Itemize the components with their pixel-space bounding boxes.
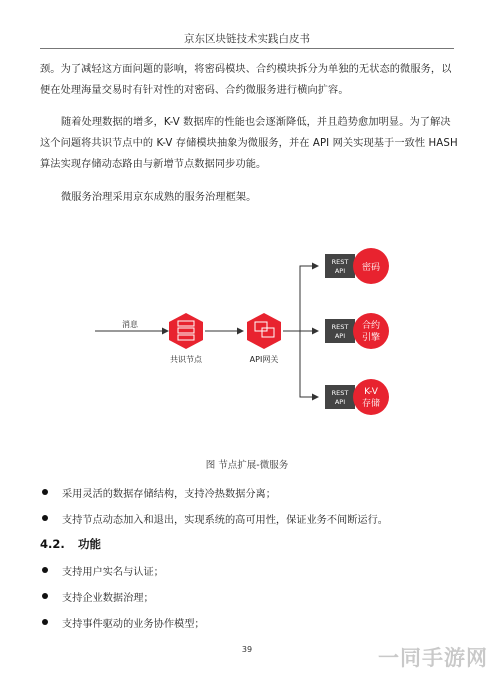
page-number: 39 <box>241 645 253 654</box>
microservice-diagram <box>0 240 494 440</box>
list-item <box>62 511 388 526</box>
list-item <box>62 589 154 604</box>
paragraph-1 <box>40 59 454 101</box>
paragraph-2-line: 这个问题将共识节点中的 K-V 存储模块抽象为微服务，并在 API 网关实现基于一致性 HASH <box>40 138 458 149</box>
rest-api-label: REST <box>331 389 349 397</box>
contract-engine-label: 合约 <box>361 321 381 331</box>
crypto-service-label: 密码 <box>361 263 381 273</box>
contract-engine-label: 引擎 <box>361 333 381 343</box>
paragraph-1-line: 颈。为了减轻这方面问题的影响，将密码模块、合约模块拆分为单独的无状态的微服务，以 <box>40 64 452 75</box>
paragraph-2-line: 算法实现存储动态路由与新增节点数据同步功能。 <box>40 159 267 170</box>
consensus-node <box>169 313 203 364</box>
rest-api-label: REST <box>331 323 349 331</box>
contract-engine-circle <box>353 313 389 349</box>
list-item-text: 支持用户实名与认证； <box>62 567 164 578</box>
paragraph-2-line: 随着处理数据的增多，K-V 数据库的性能也会逐渐降低，并且趋势愈加明显。为了解决 <box>61 117 451 128</box>
header-divider <box>40 48 454 49</box>
kv-storage-label: K-V <box>364 387 378 397</box>
list-item-text: 支持企业数据治理； <box>62 593 154 604</box>
figure-caption: 图 节点扩展-微服务 <box>205 460 289 471</box>
bullet-dot <box>42 593 48 599</box>
rest-api-label: API <box>334 267 346 275</box>
list-item <box>62 563 164 578</box>
section-number: 4.2. <box>40 537 65 551</box>
list-item-text: 支持节点动态加入和退出，实现系统的高可用性，保证业务不间断运行。 <box>62 515 388 526</box>
paragraph-3 <box>40 187 454 208</box>
kv-storage-label: 存储 <box>361 399 381 409</box>
bullet-dot <box>42 567 48 573</box>
gateway-to-crypto-arrow <box>283 266 318 331</box>
contract-engine-service <box>325 313 389 349</box>
rest-api-label: REST <box>331 258 349 266</box>
paragraph-1-line: 便在处理海量交易时有针对性的对密码、合约微服务进行横向扩容。 <box>40 85 349 96</box>
list-item-text: 采用灵活的数据存储结构，支持冷热数据分离； <box>62 489 276 500</box>
api-gateway-label: API网关 <box>249 355 279 364</box>
crypto-service <box>325 248 389 284</box>
header-title: 京东区块链技术实践白皮书 <box>184 33 310 45</box>
kv-storage-service <box>325 379 389 415</box>
section-heading <box>40 536 101 552</box>
paragraph-3-line: 微服务治理采用京东成熟的服务治理框架。 <box>61 192 257 203</box>
rest-api-label: API <box>334 398 346 406</box>
paragraph-2 <box>40 112 458 175</box>
rest-api-label: API <box>334 332 346 340</box>
watermark: 一同手游网 <box>378 646 488 670</box>
consensus-node-hexagon <box>169 313 203 349</box>
list-item <box>62 485 276 500</box>
list-item <box>62 615 205 630</box>
message-label: 消息 <box>122 320 138 329</box>
kv-storage-circle <box>353 379 389 415</box>
api-gateway <box>247 313 281 364</box>
consensus-node-label: 共识节点 <box>170 355 202 364</box>
gateway-to-kv-arrow <box>283 331 318 397</box>
section-title: 功能 <box>78 537 102 551</box>
bullet-dot <box>42 489 48 495</box>
bullet-dot <box>42 619 48 625</box>
bullet-dot <box>42 515 48 521</box>
list-item-text: 支持事件驱动的业务协作模型； <box>62 619 205 630</box>
